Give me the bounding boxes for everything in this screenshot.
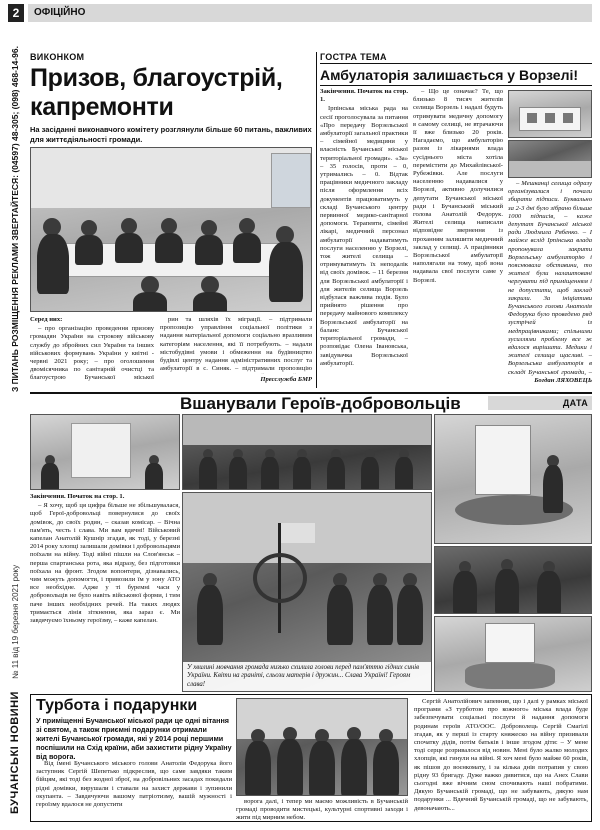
article3-photo-veterans: [434, 546, 592, 614]
article1-title-line2: капремонти: [30, 93, 174, 121]
article4-title: Турбота і подарунки: [36, 697, 198, 714]
page-number: 2: [8, 4, 24, 22]
article4-col2: [236, 798, 408, 820]
article2-photo-building: [508, 90, 592, 138]
article1-col1-head: Серед них:: [30, 316, 63, 323]
sidebar-ads-contact: З ПИТАНЬ РОЗМІЩЕННЯ РЕКЛАМИ ЗВЕРТАЙТЕСЯ: (04597) 48-305; (098) 468-14-96.: [10, 46, 20, 393]
article3-tag: ДАТА: [562, 398, 588, 408]
article3-col-head: Закінчення. Початок на стор. 1.: [30, 493, 125, 500]
article3-photo-ceremony: [182, 492, 432, 692]
article3-photo-grave: [434, 616, 592, 692]
article2-title: Амбулаторія залишається у Ворзелі!: [320, 67, 579, 83]
article2-col1-text: Ірпінська міська рада на сесії проголосувала за питання «Про передачу Ворзельської амбулаторії загальної практики – сімейної медицини у власність Бучанської міської територіальної громади». «За» – 35 голосів, проти – 0, утримались – 0. Відтак працівники медичного закладу після оформлення всіх документів працюватимуть у складі Бучанського центру первинної медико-санітарної допомоги. Терапевти, сімейні лікарі, медичний персонал амбулаторії надаватимуть послуги населенню у Ворзелі, тож жителі селища – отримуватимуть їх неподалік від своїх домівок. – 11 березня для Ворзельської амбулаторії і для жителів селища Ворзель відбулася важлива подія. Було прийнято рішення про передачу майнового комплексу Ворзельської амбулаторії на баланс Бучанської територіальної громади, – розповідає Олена Івановська, завідувачка Ворзельської амбулаторії.: [320, 105, 408, 367]
article2-col2-text: – Що це означає? Те, що близько 8 тисяч жителів селища Ворзель і надалі будуть отримувати медичну допомогу в самому селищі, не втрачаючи її вже близько 20 років. Нагадаємо, що амбулаторію разом із лікарнями влада сусіднього міста хотіла перемістити до Михайлівської-Рубежівки. Але послуги населенню надавалися у Ворзелі, активно долучилися депутати Бучанської міської ради і Бучанський міський голова Анатолій Федорук. Жителі селища написали відповідне звернення із проханням залишити медичний заклад у селищі. А працівники Ворзельської амбулаторії наполягали на тому, щоб вона надавала свої послуги саме у Ворзелі.: [413, 88, 503, 284]
section-rubric: ОФІЦІЙНО: [28, 4, 592, 22]
article1-lead: На засіданні виконавчого комітету розглянули більше 60 питань, важливих для життєдіяльності громади.: [30, 125, 312, 144]
article4-col1-text: Від імені Бучанського міського голови Анатолія Федорука його заступник Сергій Шепетько підкреслив, що саме завдяки таким бійцям, які тоді без жодної зброї, на добровільних засадах покидали рідні домівки, вирушали і ставали на захист держави і зупинили окупанта. – Завдячуючи вашому патріотизму, вашій мужності і героїзму вдалося не допустити: [36, 760, 232, 809]
article1-col1: [30, 316, 154, 384]
article1-title: [30, 64, 312, 122]
article4-col3-text: Сергій Анатолійович запевнив, що і далі у рамках міської програми «З турботою про кожного» міська влада буде забезпечувати соціальні послуги й надання допомоги родинам героїв АТО/ООС. Доброволець Сергій Смагілі згадав, як у перші із старту княжеско на війну призивали спочатку дідів, потім батьків і інше згодом діти: – У мене тоді серце розривалося від новин. Мені було жалко молодих хлопців, які гинули на війні. Я хоч мені було майже 60 років, як пішов до воєнкомату, і за кілька днів потрапив у свою рідну 93 бригаду. Дуже важко дивитися, що на Анех Слави сьогодні вже вічним сном спочивають наші побратими. Дякую Бучанській громаді, що не забувають, дякую нам подарунки ... Вдячний Бучанській громаді, що не забувають, девоначають...: [414, 698, 588, 812]
article1-col2: [160, 316, 312, 374]
article4-col3: [414, 698, 588, 818]
article3-col: [30, 493, 180, 688]
article2-col1: [320, 88, 408, 384]
article2-col2: [413, 88, 503, 384]
sidebar-issue: № 11 від 19 березня 2021 року: [10, 564, 20, 680]
article3-photo-caption: У хвилині мовчання громада низько схилила голови перед пам'яттю гідних синів України. Квіти на граніті, сльози матерів і дружин... Слава Україні! Героям слава!: [183, 662, 431, 692]
article3-tag-bar: [488, 396, 592, 410]
article3-col-text: – Я хочу, щоб ця цифра більше не збільшувалася, щоб Герої-добровольці повернулися до своїх домівок, до своїх родин, – сказав комісар. – Вічна пам'ять, честь і слава. Ми вам вдячні! Військовий капелан Анатолій Кушнір згадав, як тоді, у березні 2014 року хлопці залишали домівки і добровольцями поїхали на війну. Тоді війні пішли на Слов'янськ – перша спартанська рота, яка відразу, без підготовки поїхала на фронт. Згодом вопонтери, дізнавались, чим можуть допомогти, і привозили їм у зону АТО все необхідне. Адже у ті буремні часи у добровольців не було навіть військової форми, і тим паче інших необхідних речей. На таких людях тримається лінія зіткнення, яка зараз є. Ми завдячуємо їхньому героїзму, – каже капелан.: [30, 502, 180, 625]
article3-title: Вшанували Героїв-добровольців: [180, 394, 461, 413]
article1-photo: [30, 147, 312, 312]
article1-signature-wrap: [160, 376, 312, 385]
article2-signature-wrap: [508, 377, 592, 386]
article2-tag: ГОСТРА ТЕМА: [320, 52, 387, 62]
article2-col3-text: – Мешканці селища одразу організувалися і почали збирати підписи. Буквально за 2-3 дні було зібрано більше 1000 підписів, – каже депутат Бучанської міської ради Людмила Рябенко. – І майже вслід Ірпінська влада пропонувала закрити Ворзельську амбулаторію і пояснювала обставини, то жителі були налаштовані чергувати під приміщенням і не допустити, щоб заклад закрили. За ініціативи Бучанського голови Анатолія Федорука було проведено ряд зустрічей із медпрацівниками; спільними зусиллями проблему все ж вдалося вирішити. Медики і жителі селища щасливі. – Ворзельська амбулаторія в складі Бучанської громади, –: [508, 180, 592, 376]
sidebar-masthead: БУЧАНСЬКІ НОВИНИ: [9, 691, 21, 814]
article2-col3: [508, 180, 592, 376]
article4-lead: У приміщенні Бучанської міської ради це одні вітання зі святом, а також приємні подарунки отримали жителі Бучанської громади, які у 2014 році першими поспішили на Схід країни, аби захистити рідну Україну від ворога.: [36, 716, 232, 761]
article1-tag: ВИКОНКОМ: [30, 52, 85, 62]
article2-col1-head: Закінчення. Початок на стор. 1.: [320, 88, 408, 104]
article4-col1: [36, 760, 232, 818]
article1-signature: Пресслужба БМР: [260, 376, 312, 383]
article1-title-line1: Призов, благоустрій,: [30, 64, 283, 92]
article1-col1-text: – про організацію проведення призову громадян України на строкову військову службу до збройних сил України та інших військових формувань України у квітні - червні 2021 року; – про оголошення двомісячника по санітарній очистці та благоустрою Бучанської міської: [30, 325, 154, 382]
article3-photo-wreath: [434, 414, 592, 544]
article4-col2-text: ворога далі, і тепер ми маємо можливість в Бучанській громаді проводити мистецькі, культурні спортивні заходи і жити під мирним небом.: [236, 798, 408, 820]
article4-photo-group: [236, 698, 408, 796]
article2-signature: Богдан ЛЯХОВЕЦЬ: [534, 377, 592, 384]
article1-col2-text: рин та шляхів їх міграції. – підтримали пропозицію управління соціальної політики з надання матеріальної допомоги соціально вразливим категоріям населення, які її потребують. – надали містобудівні умови і обмеження на будівництво будівлі центру надання адміністративних послуг та амбулаторії в с. Синяк. – підтримали пропозицію: [160, 316, 312, 373]
article3-photo-crowd: [182, 414, 432, 490]
article2-photo-street: [508, 140, 592, 178]
article3-photo-memorial: [30, 414, 180, 490]
sidebar: [6, 40, 24, 820]
